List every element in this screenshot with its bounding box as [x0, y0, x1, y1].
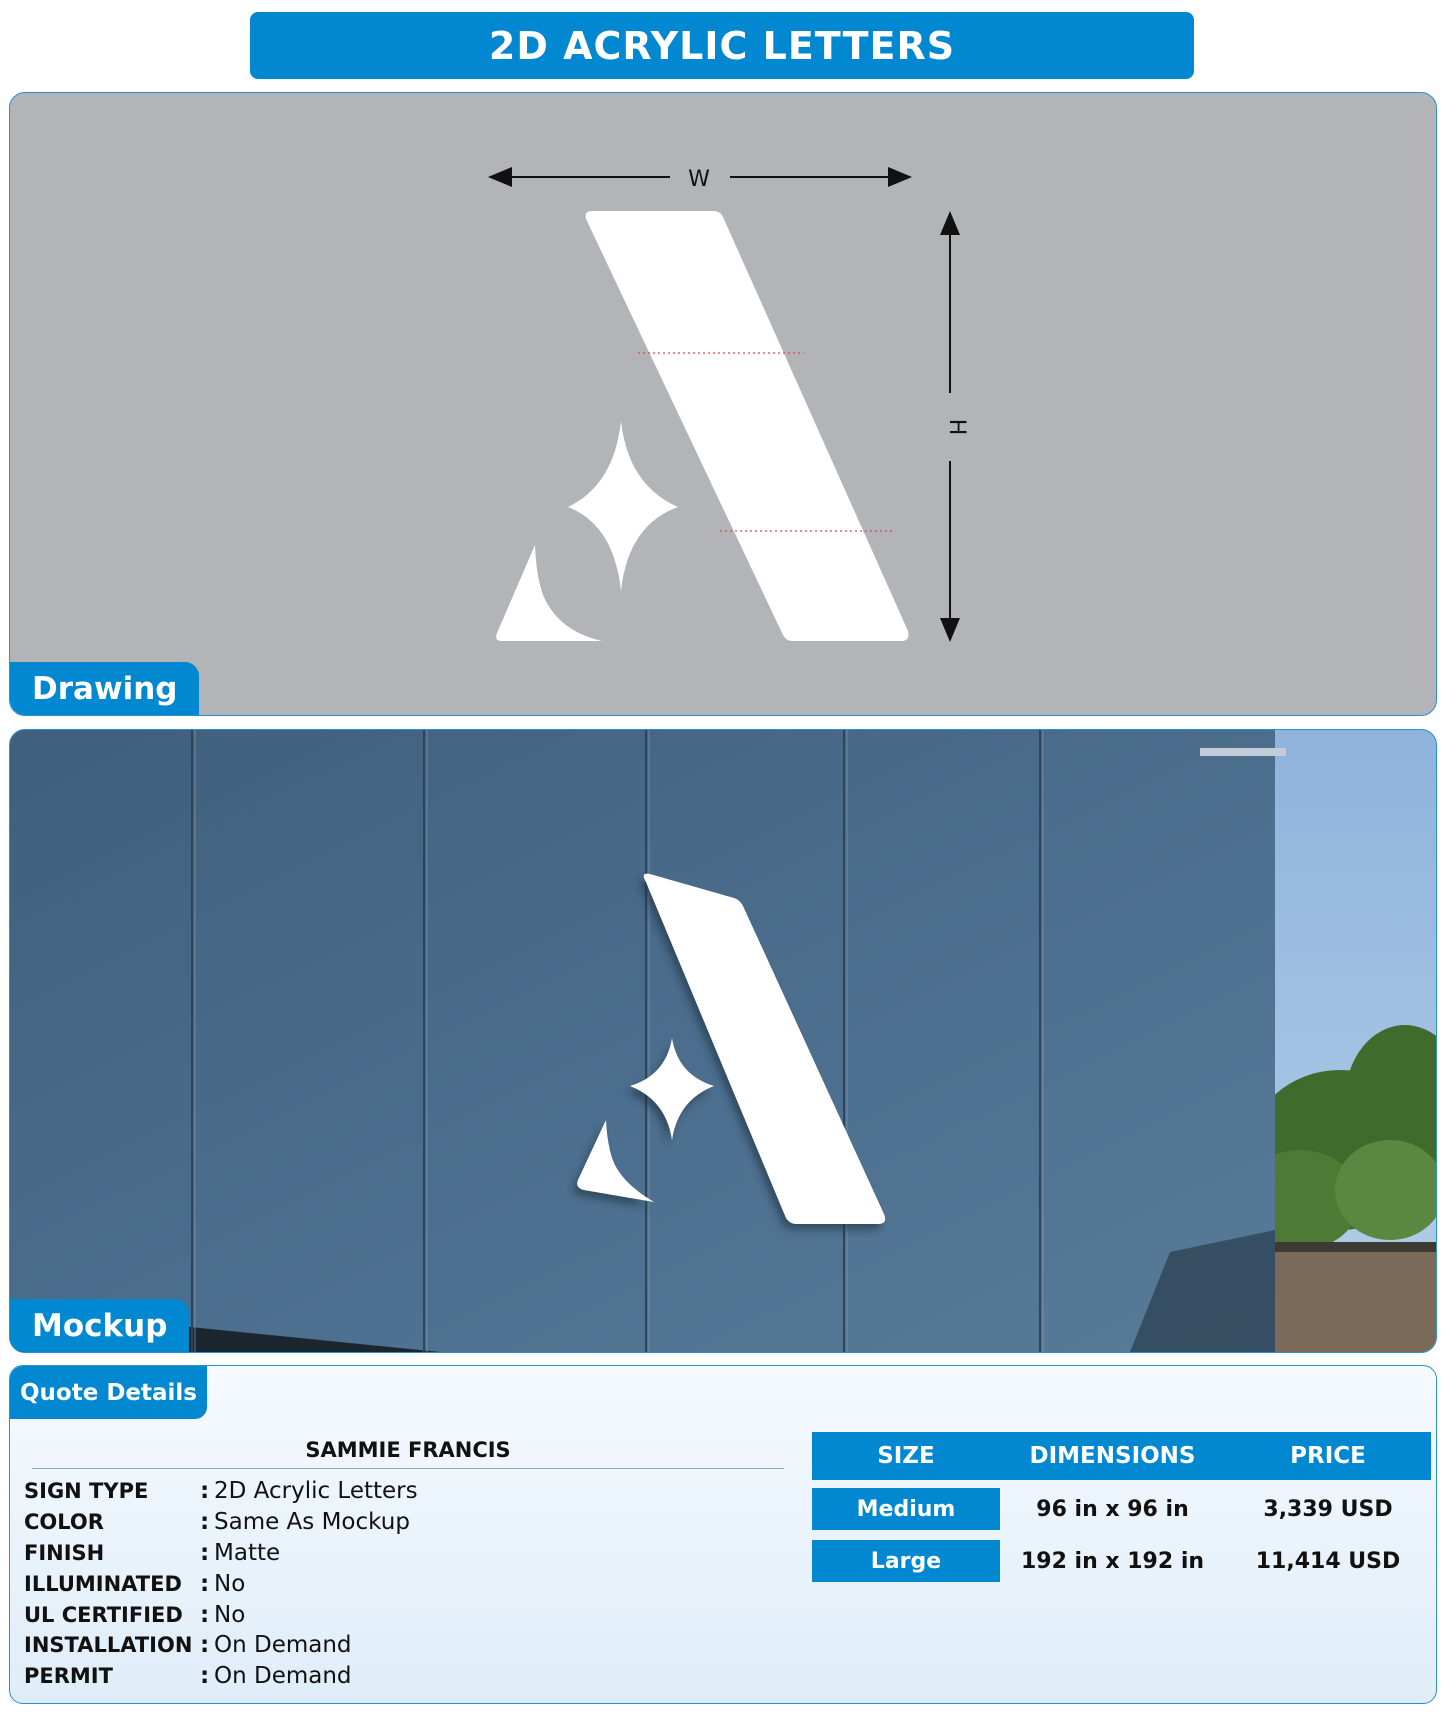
drawing-tab: Drawing	[10, 662, 199, 715]
spec-row-ul-certified	[24, 1599, 418, 1630]
price-cell: 3,339 USD	[1263, 1496, 1393, 1522]
price-row-large	[812, 1540, 1431, 1582]
spec-list	[24, 1476, 418, 1692]
quote-details-tab: Quote Details	[10, 1366, 207, 1419]
mockup-image	[10, 730, 1436, 1352]
spec-label: FINISH	[24, 1540, 105, 1565]
spec-label: INSTALLATION	[24, 1633, 193, 1658]
spec-value: On Demand	[214, 1632, 352, 1659]
mockup-panel	[9, 729, 1437, 1353]
wall	[10, 730, 1275, 1352]
spec-value: 2D Acrylic Letters	[214, 1478, 418, 1505]
mockup-tab: Mockup	[10, 1299, 189, 1352]
spec-label: ILLUMINATED	[24, 1571, 182, 1596]
spec-row-installation	[24, 1630, 418, 1661]
quote-details-panel	[9, 1365, 1437, 1704]
spec-row-finish	[24, 1538, 418, 1569]
height-dimension	[944, 215, 969, 638]
spec-label: PERMIT	[24, 1664, 113, 1689]
customer-name: SAMMIE FRANCIS	[32, 1438, 784, 1469]
price-table-header	[812, 1432, 1431, 1480]
spec-colon: :	[200, 1663, 210, 1690]
dimensions-cell: 96 in x 96 in	[1036, 1496, 1189, 1522]
spec-colon: :	[200, 1632, 210, 1659]
spec-label: SIGN TYPE	[24, 1479, 149, 1504]
size-cell: Large	[812, 1540, 1000, 1582]
dimensions-cell: 192 in x 192 in	[1020, 1548, 1205, 1574]
size-cell: Medium	[812, 1488, 1000, 1530]
page-title: 2D ACRYLIC LETTERS	[250, 12, 1194, 79]
dimensions-column-header: DIMENSIONS	[1029, 1443, 1196, 1469]
price-cell: 11,414 USD	[1255, 1548, 1401, 1574]
spec-colon: :	[200, 1478, 210, 1505]
drawing-canvas	[10, 93, 1436, 715]
building-side	[1265, 1250, 1436, 1352]
size-column-header: SIZE	[877, 1443, 935, 1469]
spec-colon: :	[200, 1509, 210, 1536]
logo-letter-a	[496, 211, 908, 641]
spec-row-sign-type	[24, 1476, 418, 1507]
price-column-header: PRICE	[1290, 1443, 1366, 1469]
price-row-medium	[812, 1488, 1431, 1530]
spec-row-color	[24, 1507, 418, 1538]
spec-value: Same As Mockup	[214, 1509, 410, 1536]
spec-value: Matte	[214, 1539, 281, 1566]
height-label: H	[944, 418, 969, 436]
spec-value: On Demand	[214, 1663, 352, 1690]
width-dimension	[492, 167, 908, 192]
drawing-panel	[9, 92, 1437, 716]
spec-row-illuminated	[24, 1568, 418, 1599]
spec-colon: :	[200, 1601, 210, 1628]
spec-colon: :	[200, 1570, 210, 1597]
spec-value: No	[214, 1601, 246, 1628]
spec-colon: :	[200, 1539, 210, 1566]
spec-row-permit	[24, 1661, 418, 1692]
width-label: W	[688, 167, 710, 192]
spec-label: UL CERTIFIED	[24, 1602, 183, 1627]
spec-label: COLOR	[24, 1510, 104, 1535]
spec-value: No	[214, 1570, 246, 1597]
